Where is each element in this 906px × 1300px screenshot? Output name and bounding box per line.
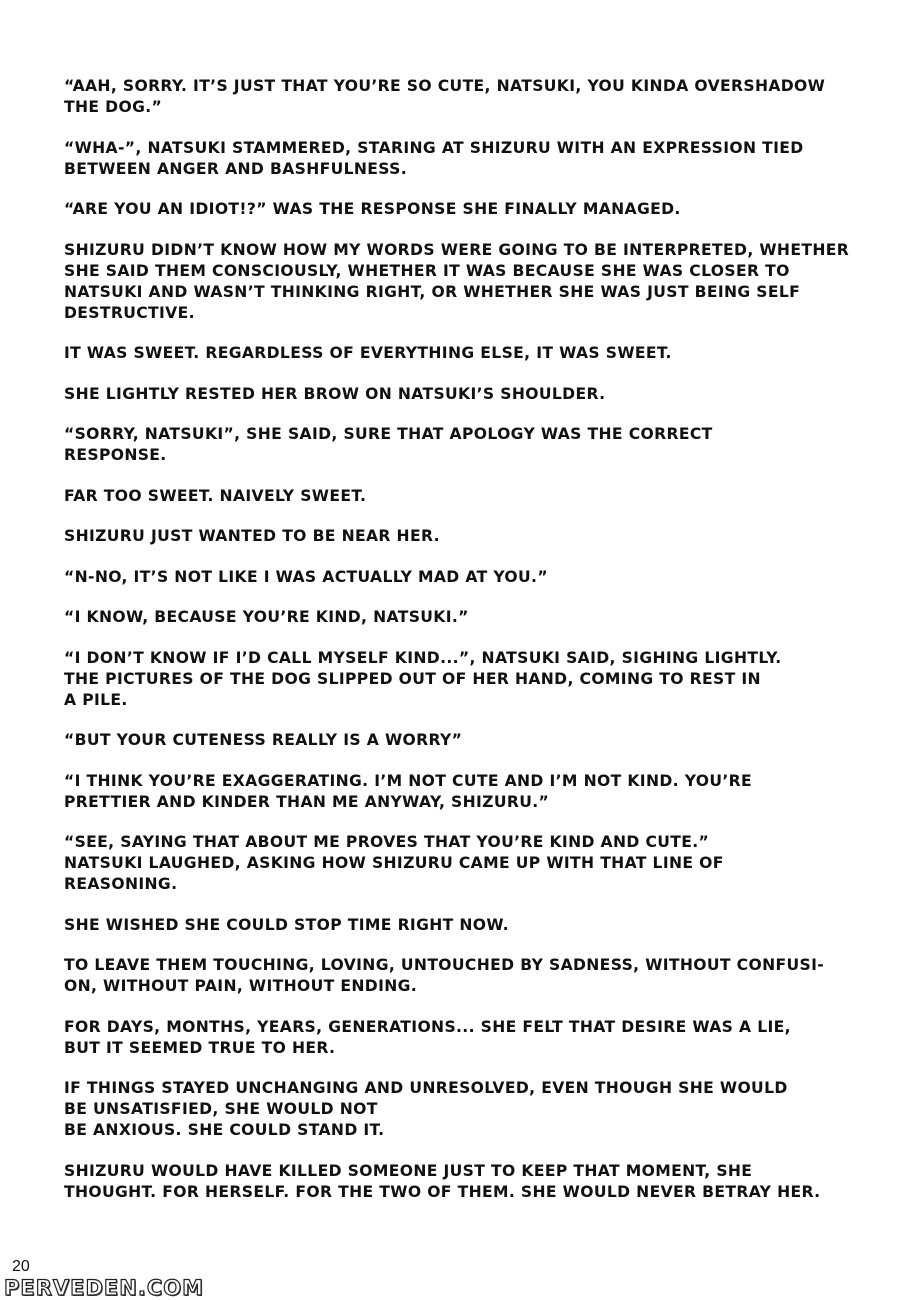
paragraph: TO LEAVE THEM TOUCHING, LOVING, UNTOUCHED BY SADNESS, WITHOUT CONFUSI- ON, WITHOUT PAIN, WITHOUT ENDING.	[64, 956, 825, 995]
paragraph: “BUT YOUR CUTENESS REALLY IS A WORRY”	[64, 731, 463, 749]
paragraph: “AAH, SORRY. IT’S JUST THAT YOU’RE SO CUTE, NATSUKI, YOU KINDA OVERSHADOW THE DOG.”	[64, 77, 826, 116]
paragraph: SHIZURU JUST WANTED TO BE NEAR HER.	[64, 527, 440, 545]
paragraph: “ARE YOU AN IDIOT!?” WAS THE RESPONSE SHE FINALLY MANAGED.	[64, 200, 681, 218]
paragraph: FAR TOO SWEET. NAIVELY SWEET.	[64, 486, 367, 505]
paragraph: SHIZURU WOULD HAVE KILLED SOMEONE JUST TO KEEP THAT MOMENT, SHE THOUGHT. FOR HERSELF. FOR THE TWO OF THEM. SHE WOULD NEVER BETRAY HER.	[64, 1161, 821, 1201]
paragraph: IT WAS SWEET. REGARDLESS OF EVERYTHING ELSE, IT WAS SWEET.	[64, 344, 672, 362]
paragraph: “SEE, SAYING THAT ABOUT ME PROVES THAT YOU’RE KIND AND CUTE.” NATSUKI LAUGHED, ASKING HOW SHIZURU CAME UP WITH THAT LINE OF REASONING.	[64, 833, 724, 893]
page-number: 20	[12, 1258, 30, 1275]
paragraph: SHIZURU DIDN’T KNOW HOW MY WORDS WERE GOING TO BE INTERPRETED, WHETHER SHE SAID THEM CONSCIOUSLY, WHETHER IT WAS BECAUSE SHE WAS CLOSER TO NATSUKI AND WASN’T THINKING RIGHT, OR WHETHER SHE WAS JUST BEING SELF DESTRUCTIVE.	[64, 240, 850, 322]
paragraph: SHE LIGHTLY RESTED HER BROW ON NATSUKI’S SHOULDER.	[64, 384, 606, 403]
paragraph: SHE WISHED SHE COULD STOP TIME RIGHT NOW.	[64, 915, 509, 934]
text-body	[64, 76, 854, 1222]
paragraph: “I KNOW, BECAUSE YOU’RE KIND, NATSUKI.”	[64, 608, 469, 626]
paragraph: IF THINGS STAYED UNCHANGING AND UNRESOLVED, EVEN THOUGH SHE WOULD BE UNSATISFIED, SHE WOULD NOT BE ANXIOUS. SHE COULD STAND IT.	[64, 1079, 788, 1139]
paragraph: “I DON’T KNOW IF I’D CALL MYSELF KIND...”, NATSUKI SAID, SIGHING LIGHTLY. THE PICTURES OF THE DOG SLIPPED OUT OF HER HAND, COMING TO REST IN A PILE.	[64, 648, 782, 709]
paragraph: “I THINK YOU’RE EXAGGERATING. I’M NOT CUTE AND I’M NOT KIND. YOU’RE PRETTIER AND KINDER THAN ME ANYWAY, SHIZURU.”	[64, 771, 753, 811]
paragraph: “SORRY, NATSUKI”, SHE SAID, SURE THAT APOLOGY WAS THE CORRECT RESPONSE.	[64, 425, 713, 464]
paragraph: FOR DAYS, MONTHS, YEARS, GENERATIONS... SHE FELT THAT DESIRE WAS A LIE, BUT IT SEEMED TRUE TO HER.	[64, 1017, 791, 1057]
paragraph: “WHA-”, NATSUKI STAMMERED, STARING AT SHIZURU WITH AN EXPRESSION TIED BETWEEN ANGER AND BASHFULNESS.	[64, 138, 804, 178]
watermark-logo: PERVEDEN.COM	[4, 1276, 204, 1300]
paragraph: “N-NO, IT’S NOT LIKE I WAS ACTUALLY MAD AT YOU.”	[64, 567, 548, 586]
